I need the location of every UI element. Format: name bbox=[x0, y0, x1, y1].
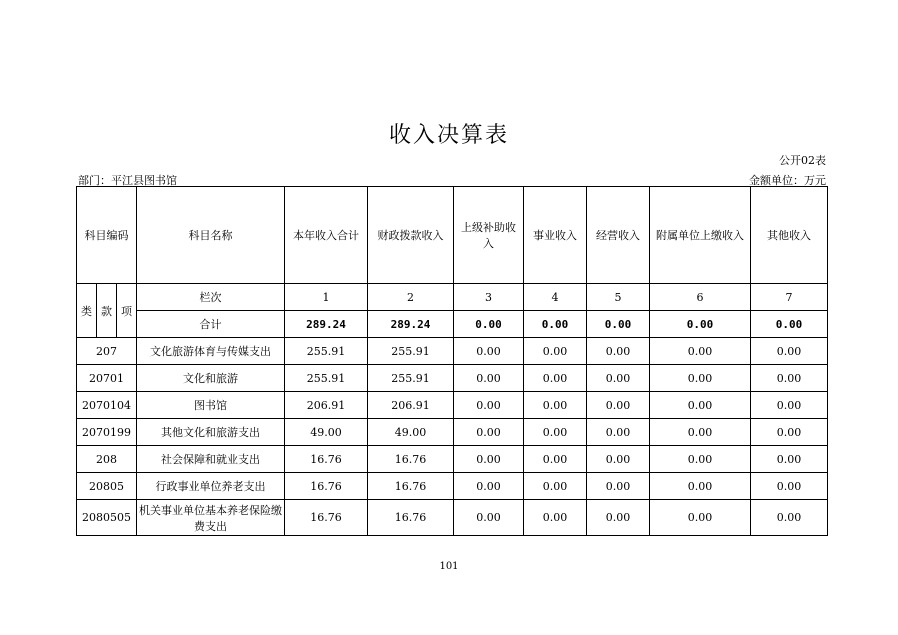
table-row bbox=[77, 500, 828, 536]
header-lanci: 栏次 bbox=[137, 284, 285, 311]
row-value: 16.76 bbox=[285, 473, 368, 500]
row-value: 206.91 bbox=[285, 392, 368, 419]
row-value: 16.76 bbox=[368, 500, 454, 536]
header-kuan: 款 bbox=[97, 284, 117, 338]
row-value: 0.00 bbox=[751, 500, 828, 536]
row-value: 255.91 bbox=[368, 365, 454, 392]
total-value: 0.00 bbox=[587, 311, 650, 338]
row-value: 0.00 bbox=[524, 392, 587, 419]
row-name: 行政事业单位养老支出 bbox=[137, 473, 285, 500]
department-label: 部门：平江县图书馆 bbox=[78, 174, 177, 187]
total-value: 0.00 bbox=[454, 311, 524, 338]
row-value: 0.00 bbox=[454, 392, 524, 419]
total-value: 289.24 bbox=[285, 311, 368, 338]
header-code: 科目编码 bbox=[77, 187, 137, 284]
row-code: 208 bbox=[77, 446, 137, 473]
row-value: 0.00 bbox=[587, 365, 650, 392]
column-number: 1 bbox=[285, 284, 368, 311]
row-value: 255.91 bbox=[285, 365, 368, 392]
row-value: 0.00 bbox=[524, 365, 587, 392]
row-value: 0.00 bbox=[454, 419, 524, 446]
row-value: 0.00 bbox=[524, 338, 587, 365]
row-value: 0.00 bbox=[454, 338, 524, 365]
row-value: 0.00 bbox=[587, 446, 650, 473]
row-value: 0.00 bbox=[524, 419, 587, 446]
row-value: 0.00 bbox=[587, 419, 650, 446]
row-value: 0.00 bbox=[587, 392, 650, 419]
row-value: 0.00 bbox=[751, 473, 828, 500]
row-value: 49.00 bbox=[368, 419, 454, 446]
income-table bbox=[76, 186, 828, 536]
page-title: 收入决算表 bbox=[388, 123, 509, 148]
row-value: 0.00 bbox=[650, 446, 751, 473]
row-value: 0.00 bbox=[524, 446, 587, 473]
total-label: 合计 bbox=[137, 311, 285, 338]
total-row bbox=[77, 311, 828, 338]
column-number: 3 bbox=[454, 284, 524, 311]
column-number: 2 bbox=[368, 284, 454, 311]
header-col: 财政拨款收入 bbox=[368, 187, 454, 284]
row-value: 0.00 bbox=[524, 473, 587, 500]
row-name: 文化和旅游 bbox=[137, 365, 285, 392]
row-value: 206.91 bbox=[368, 392, 454, 419]
total-value: 0.00 bbox=[650, 311, 751, 338]
unit-label: 金额单位：万元 bbox=[749, 174, 826, 187]
row-value: 16.76 bbox=[368, 473, 454, 500]
page-number: 101 bbox=[439, 561, 459, 572]
total-value: 289.24 bbox=[368, 311, 454, 338]
row-value: 16.76 bbox=[368, 446, 454, 473]
row-value: 0.00 bbox=[587, 338, 650, 365]
row-name: 机关事业单位基本养老保险缴费支出 bbox=[137, 500, 285, 536]
row-value: 255.91 bbox=[285, 338, 368, 365]
header-col: 事业收入 bbox=[524, 187, 587, 284]
row-name: 其他文化和旅游支出 bbox=[137, 419, 285, 446]
row-name: 文化旅游体育与传媒支出 bbox=[137, 338, 285, 365]
row-name: 图书馆 bbox=[137, 392, 285, 419]
row-value: 0.00 bbox=[454, 365, 524, 392]
row-value: 0.00 bbox=[524, 500, 587, 536]
row-value: 0.00 bbox=[650, 473, 751, 500]
row-value: 0.00 bbox=[650, 419, 751, 446]
row-value: 0.00 bbox=[650, 338, 751, 365]
table-row bbox=[77, 338, 828, 365]
row-value: 0.00 bbox=[650, 365, 751, 392]
header-col: 附属单位上缴收入 bbox=[650, 187, 751, 284]
row-value: 255.91 bbox=[368, 338, 454, 365]
total-value: 0.00 bbox=[751, 311, 828, 338]
row-value: 16.76 bbox=[285, 500, 368, 536]
row-value: 0.00 bbox=[454, 446, 524, 473]
row-code: 2070199 bbox=[77, 419, 137, 446]
row-value: 0.00 bbox=[751, 392, 828, 419]
row-name: 社会保障和就业支出 bbox=[137, 446, 285, 473]
form-code: 公开02表 bbox=[779, 154, 826, 167]
header-col: 经营收入 bbox=[587, 187, 650, 284]
row-value: 0.00 bbox=[751, 365, 828, 392]
row-value: 0.00 bbox=[751, 338, 828, 365]
row-value: 16.76 bbox=[285, 446, 368, 473]
table-row bbox=[77, 392, 828, 419]
table-row bbox=[77, 473, 828, 500]
row-code: 207 bbox=[77, 338, 137, 365]
table-row bbox=[77, 446, 828, 473]
header-xiang: 项 bbox=[117, 284, 137, 338]
row-value: 0.00 bbox=[454, 500, 524, 536]
column-number: 7 bbox=[751, 284, 828, 311]
table-row bbox=[77, 365, 828, 392]
header-lei: 类 bbox=[77, 284, 97, 338]
table-row bbox=[77, 419, 828, 446]
header-col: 上级补助收入 bbox=[454, 187, 524, 284]
row-value: 0.00 bbox=[751, 419, 828, 446]
header-row bbox=[77, 187, 828, 284]
row-value: 0.00 bbox=[587, 473, 650, 500]
column-number-row bbox=[77, 284, 828, 311]
header-col: 本年收入合计 bbox=[285, 187, 368, 284]
row-value: 0.00 bbox=[751, 446, 828, 473]
row-value: 0.00 bbox=[650, 392, 751, 419]
row-code: 20701 bbox=[77, 365, 137, 392]
row-value: 0.00 bbox=[587, 500, 650, 536]
row-code: 2080505 bbox=[77, 500, 137, 536]
column-number: 4 bbox=[524, 284, 587, 311]
row-value: 49.00 bbox=[285, 419, 368, 446]
total-value: 0.00 bbox=[524, 311, 587, 338]
row-code: 2070104 bbox=[77, 392, 137, 419]
header-name: 科目名称 bbox=[137, 187, 285, 284]
column-number: 6 bbox=[650, 284, 751, 311]
row-value: 0.00 bbox=[650, 500, 751, 536]
column-number: 5 bbox=[587, 284, 650, 311]
header-col: 其他收入 bbox=[751, 187, 828, 284]
row-code: 20805 bbox=[77, 473, 137, 500]
row-value: 0.00 bbox=[454, 473, 524, 500]
